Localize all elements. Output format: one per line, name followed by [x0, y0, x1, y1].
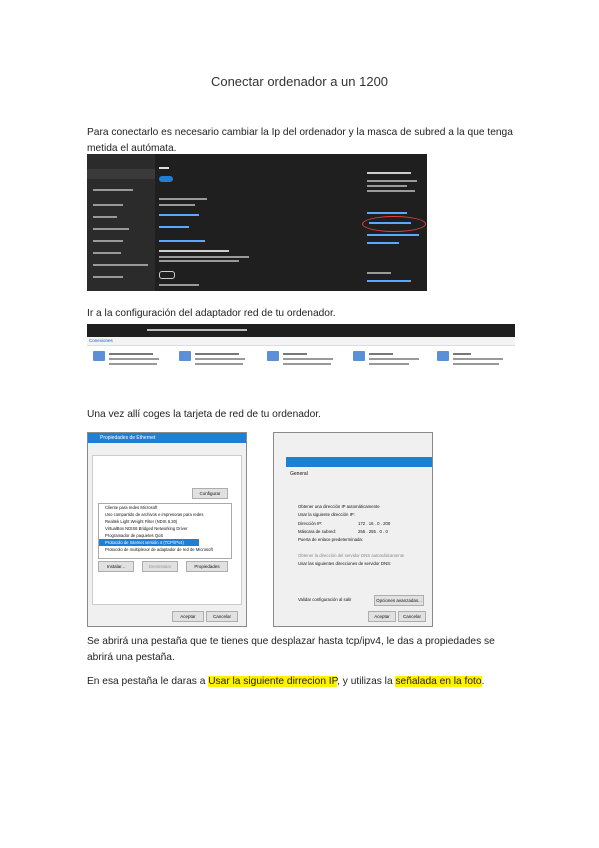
network-adapter-icon	[93, 351, 105, 361]
paragraph-2: Ir a la configuración del adaptador red de tu ordenador.	[87, 308, 336, 319]
network-adapter-icon	[179, 351, 191, 361]
mask-label: Máscara de subred:	[298, 529, 336, 534]
list-item-selected[interactable]: Protocolo de Internet versión 4 (TCP/IPv4)	[105, 540, 184, 545]
ipv4-properties-dialog	[273, 432, 433, 627]
paragraph-5-text: En esa pestaña le daras a	[87, 676, 209, 687]
highlight-photo: señalada en la foto	[395, 676, 482, 687]
ok-button[interactable]: Aceptar	[368, 611, 396, 622]
paragraph-5-text: .	[481, 676, 485, 687]
radio-auto-dns[interactable]: Obtener la dirección del servidor DNS automáticamente	[298, 553, 405, 558]
highlight-circle	[362, 216, 426, 232]
ip-label: Dirección IP:	[298, 521, 323, 526]
ethernet-properties-dialog	[87, 432, 247, 627]
list-item[interactable]: VirtualBox NDIS6 Bridged Networking Driver	[105, 526, 188, 531]
toggle-off-icon	[159, 271, 175, 279]
page-title: Conectar ordenador a un 1200	[210, 74, 389, 89]
list-item[interactable]: Cliente para redes Microsoft	[105, 505, 158, 510]
configure-button[interactable]: Configurar	[192, 488, 228, 499]
validate-checkbox[interactable]: Validar configuración al salir	[298, 597, 352, 602]
list-item[interactable]: Realtek Light Weight Filter (NDIS 6.30)	[105, 519, 178, 524]
screenshot-dialogs	[87, 432, 433, 627]
tab-connections[interactable]: Conexiones	[89, 338, 113, 343]
highlight-use-ip: Usar la siguiente dirrecion IP	[208, 676, 338, 687]
paragraph-3: Una vez allí coges la tarjeta de red de tu ordenador.	[87, 409, 321, 420]
cancel-button[interactable]: Cancelar	[398, 611, 426, 622]
gateway-label: Puerta de enlace predeterminada:	[298, 537, 363, 542]
cancel-button[interactable]: Cancelar	[206, 611, 238, 622]
properties-button[interactable]: Propiedades	[186, 561, 228, 572]
mask-input[interactable]: 255 . 255 . 0 . 0	[358, 529, 388, 534]
list-item[interactable]: Uso compartido de archivos e impresoras para redes	[105, 512, 204, 517]
paragraph-5-text: , y utilizas la	[337, 676, 396, 687]
network-adapter-icon	[437, 351, 449, 361]
network-adapter-icon	[267, 351, 279, 361]
screenshot-network-settings	[87, 154, 427, 291]
radio-manual-dns[interactable]: Usar las siguientes direcciones de servidor DNS:	[298, 561, 392, 566]
dialog-title: Propiedades de Ethernet	[100, 435, 156, 441]
screenshot-network-connections	[87, 324, 515, 379]
paragraph-1: Para conectarlo es necesario cambiar la Ip del ordenador y la masca de subred a la que tenga metida el autómata.	[87, 127, 513, 154]
components-list[interactable]	[98, 503, 232, 559]
advanced-button[interactable]: Opciones avanzadas...	[374, 595, 424, 606]
toggle-icon	[159, 176, 173, 182]
ok-button[interactable]: Aceptar	[172, 611, 204, 622]
radio-manual-ip[interactable]: Usar la siguiente dirección IP:	[298, 512, 355, 517]
network-adapter-icon	[353, 351, 365, 361]
uninstall-button[interactable]: Desinstalar	[142, 561, 178, 572]
paragraph-5	[87, 674, 517, 690]
ip-input[interactable]: 172 . 16 . 0 . 200	[358, 521, 391, 526]
tab-general[interactable]: General	[290, 471, 308, 477]
list-item[interactable]: Protocolo de multiplexor de adaptador de red de Microsoft	[105, 547, 213, 552]
paragraph-4: Se abrirá una pestaña que te tienes que desplazar hasta tcp/ipv4, le das a propiedades se abrirá una pestaña.	[87, 636, 495, 663]
install-button[interactable]: Instalar...	[98, 561, 134, 572]
address-bar	[87, 324, 515, 337]
settings-search	[87, 169, 155, 179]
list-item[interactable]: Programador de paquetes QoS	[105, 533, 164, 538]
radio-auto-ip[interactable]: Obtener una dirección IP automáticamente	[298, 504, 380, 509]
